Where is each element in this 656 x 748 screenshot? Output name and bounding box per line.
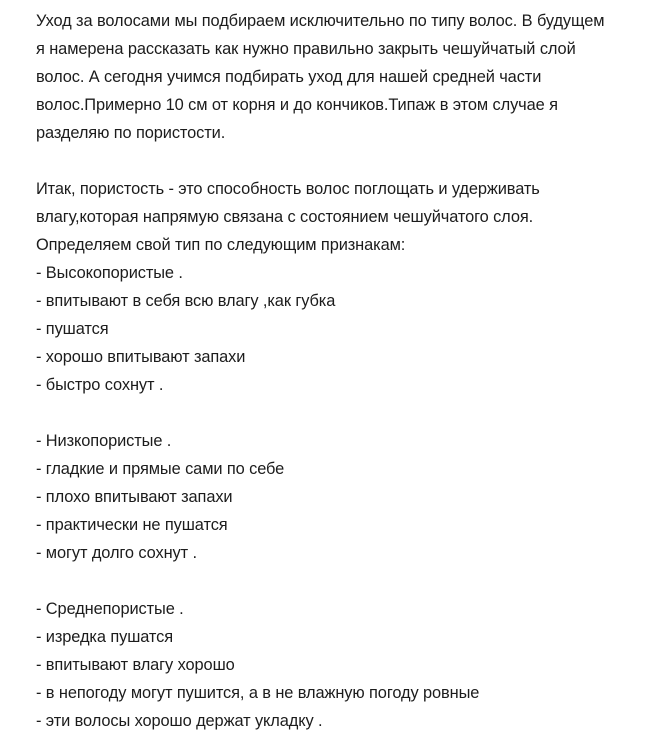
list-heading-medium-porosity: - Среднепористые . [36,600,184,618]
intro-paragraph [36,7,648,147]
list-item: - быстро сохнут . [36,376,164,394]
list-item: - пушатся [36,320,109,338]
list-item: - гладкие и прямые сами по себе [36,460,285,478]
low-porosity-list [36,427,648,567]
list-item: - эти волосы хорошо держат укладку . [36,712,323,730]
paragraph-gap [36,147,648,175]
text-line: волос.Примерно 10 см от корня и до кончиков.Типаж в этом случае я [36,96,558,114]
text-line: Уход за волосами мы подбираем исключительно по типу волос. В будущем [36,12,605,30]
high-porosity-list [36,259,648,399]
list-item: - могут долго сохнут . [36,544,197,562]
list-item: - практически не пушатся [36,516,228,534]
list-heading-high-porosity: - Высокопористые . [36,264,183,282]
list-item: - плохо впитывают запахи [36,488,233,506]
definition-paragraph [36,175,648,259]
list-heading-low-porosity: - Низкопористые . [36,432,172,450]
text-line: разделяю по пористости. [36,124,226,142]
text-line: волос. А сегодня учимся подбирать уход для нашей средней части [36,68,542,86]
text-line: Итак, пористость - это способность волос поглощать и удерживать [36,180,540,198]
text-line: Определяем свой тип по следующим признакам: [36,236,406,254]
paragraph-gap [36,567,648,595]
list-item: - изредка пушатся [36,628,173,646]
list-item: - хорошо впитывают запахи [36,348,246,366]
paragraph-gap [36,399,648,427]
text-line: я намерена рассказать как нужно правильно закрыть чешуйчатый слой [36,40,576,58]
list-item: - в непогоду могут пушится, а в не влажную погоду ровные [36,684,480,702]
list-item: - впитывают влагу хорошо [36,656,235,674]
medium-porosity-list [36,595,648,735]
list-item: - впитывают в себя всю влагу ,как губка [36,292,336,310]
article-body [36,7,648,735]
text-line: влагу,которая напрямую связана с состоянием чешуйчатого слоя. [36,208,534,226]
